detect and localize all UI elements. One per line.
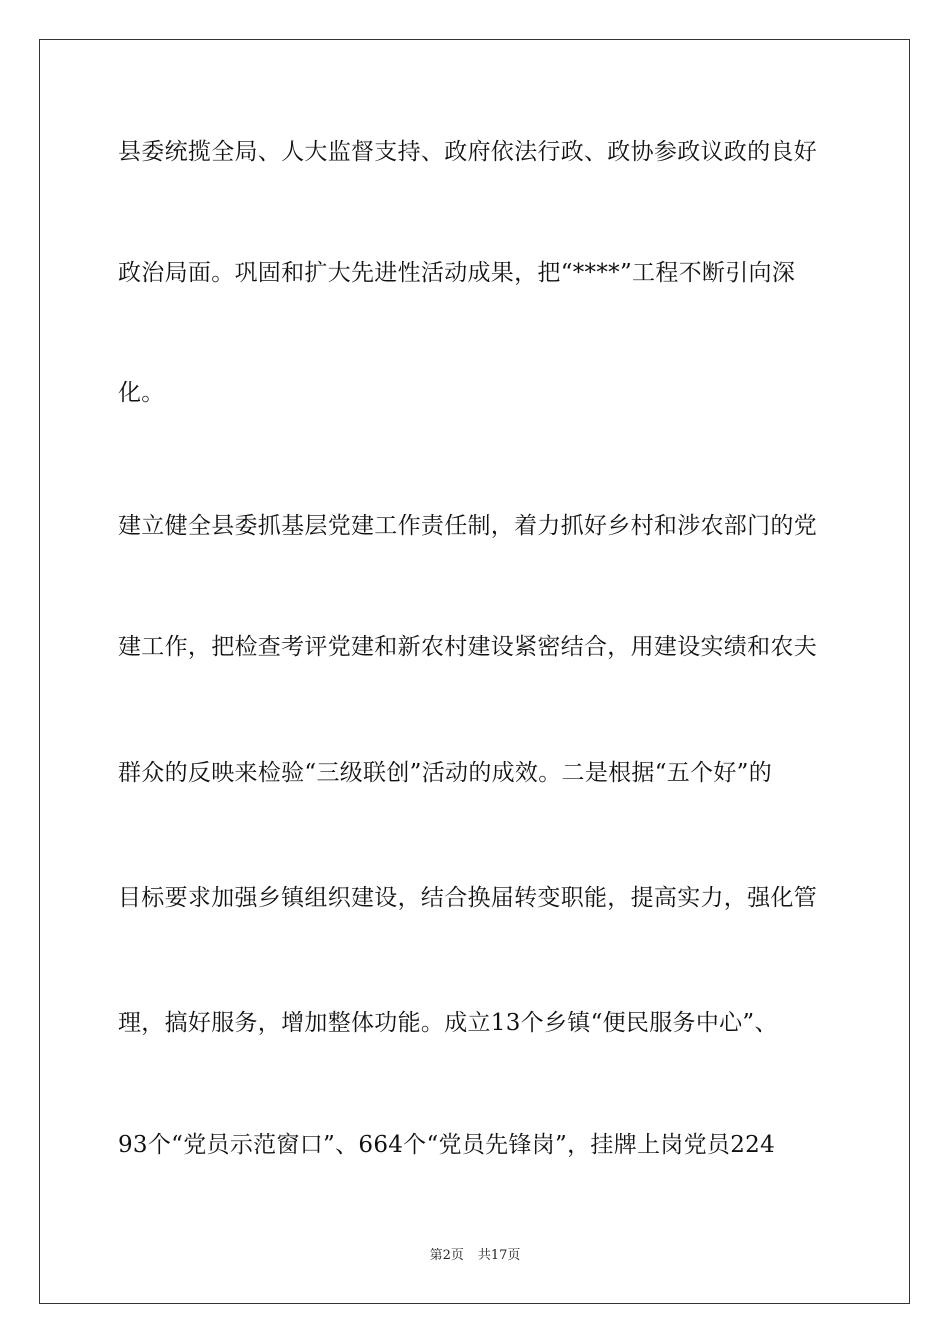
page-total: 共17页 [477,1248,521,1263]
text-line-8: 理，搞好服务，增加整体功能。成立13个乡镇“便民服务中心”、 [118,1010,778,1036]
page-border [39,39,910,1304]
page-number: 第2页 [429,1248,464,1263]
text-line-6: 群众的反映来检验“三级联创”活动的成效。二是根据“五个好”的 [118,760,773,786]
text-line-1: 县委统揽全局、人大监督支持、政府依法行政、政协参政议政的良好 [118,139,817,165]
page-footer [0,1247,950,1265]
text-line-9: 93个“党员示范窗口”、664个“党员先锋岗”，挂牌上岗党员224 [118,1132,775,1158]
text-line-3: 化。 [118,380,165,406]
text-line-5: 建工作，把检查考评党建和新农村建设紧密结合，用建设实绩和农夫 [118,634,817,660]
text-line-7: 目标要求加强乡镇组织建设，结合换届转变职能，提高实力，强化管 [118,885,817,911]
text-line-4: 建立健全县委抓基层党建工作责任制，着力抓好乡村和涉农部门的党 [118,513,817,539]
text-line-2: 政治局面。巩固和扩大先进性活动成果，把“****”工程不断引向深 [118,260,796,286]
